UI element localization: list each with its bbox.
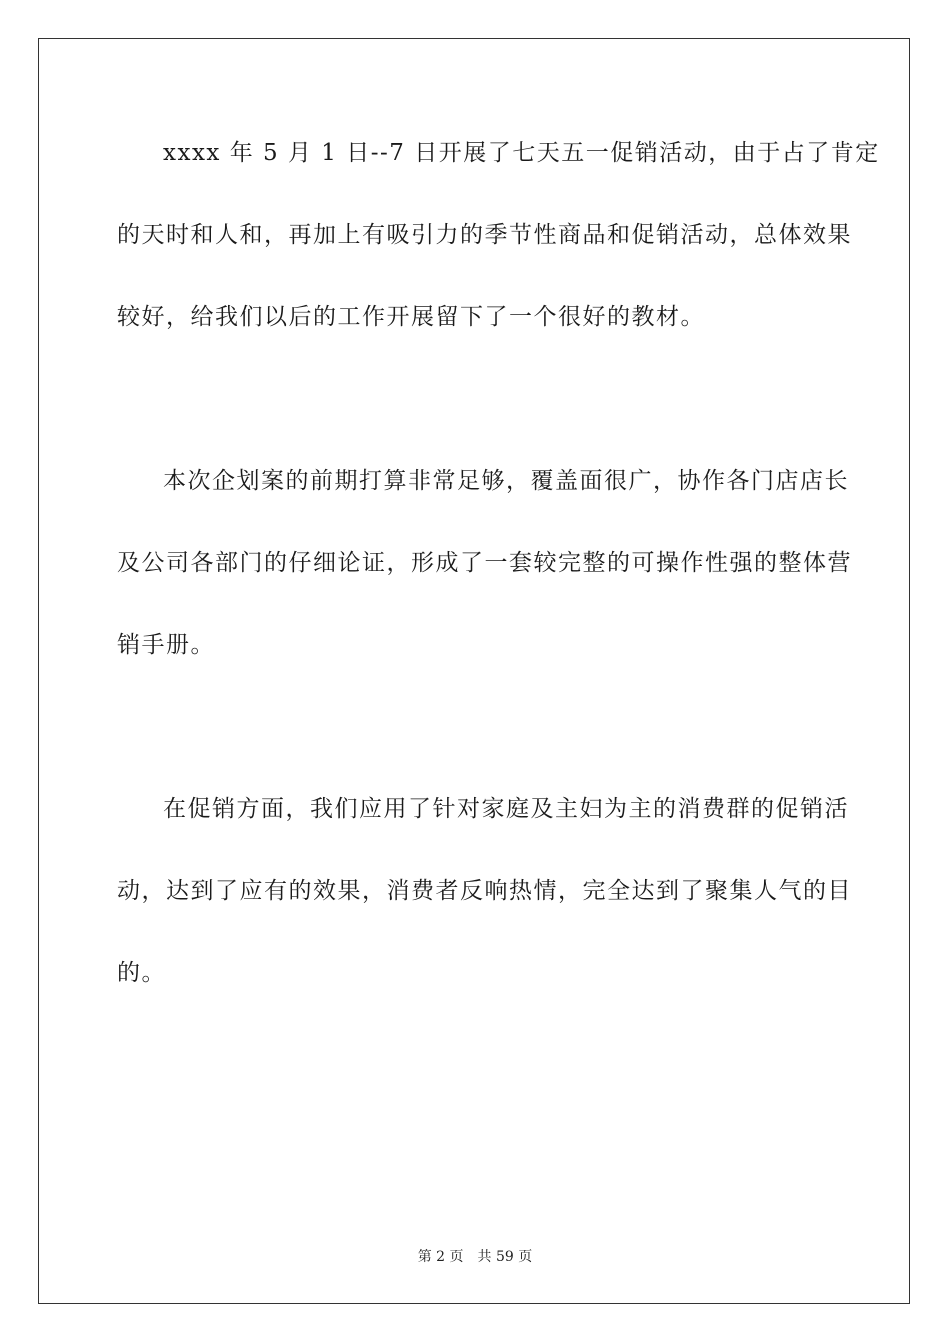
- paragraph-2-line-1: 本次企划案的前期打算非常足够，覆盖面很广，协作各门店店长: [163, 468, 849, 494]
- page-footer: [0, 1246, 950, 1266]
- paragraph-1-line-3: 较好，给我们以后的工作开展留下了一个很好的教材。: [117, 304, 705, 330]
- paragraph-1-line-1: xxxx 年 5 月 1 日--7 日开展了七天五一促销活动，由于占了肯定: [163, 140, 880, 166]
- paragraph-2-line-3: 销手册。: [117, 632, 215, 658]
- document-body: [117, 112, 880, 1014]
- page-total: 共 59 页: [477, 1249, 533, 1265]
- paragraph-2-line-2: 及公司各部门的仔细论证，形成了一套较完整的可操作性强的整体营: [117, 550, 852, 576]
- paragraph-2: [117, 440, 852, 686]
- paragraph-1-line-2: 的天时和人和，再加上有吸引力的季节性商品和促销活动，总体效果: [117, 222, 852, 248]
- paragraph-3: [117, 768, 852, 1014]
- paragraph-1: [117, 112, 880, 358]
- page-number: 第 2 页: [417, 1249, 464, 1265]
- paragraph-3-line-3: 的。: [117, 960, 166, 986]
- paragraph-3-line-1: 在促销方面，我们应用了针对家庭及主妇为主的消费群的促销活: [163, 796, 849, 822]
- paragraph-3-line-2: 动，达到了应有的效果，消费者反响热情，完全达到了聚集人气的目: [117, 878, 852, 904]
